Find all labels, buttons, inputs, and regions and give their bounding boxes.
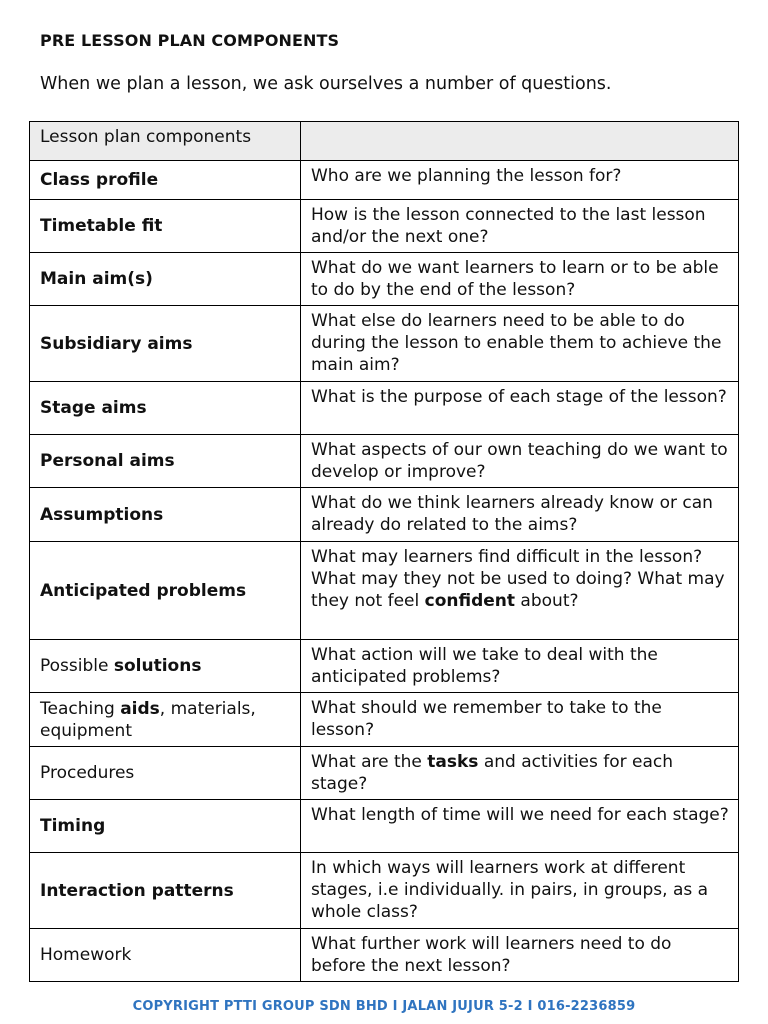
table-row <box>30 853 739 929</box>
row-label: Procedures <box>30 747 301 800</box>
table-row <box>30 200 739 253</box>
page-title: PRE LESSON PLAN COMPONENTS <box>40 31 340 50</box>
row-label: Timing <box>30 800 301 853</box>
row-label: Anticipated problems <box>30 542 301 640</box>
row-question: What else do learners need to be able to do during the lesson to enable them to achieve the main aim? <box>301 306 739 382</box>
row-label: Timetable fit <box>30 200 301 253</box>
label-emphasis: aids <box>120 698 160 719</box>
table-row <box>30 693 739 747</box>
table-row <box>30 929 739 982</box>
table-row <box>30 161 739 200</box>
table-row <box>30 306 739 382</box>
row-question: What should we remember to take to the lesson? <box>301 693 739 747</box>
table-row <box>30 435 739 488</box>
header-cell-empty <box>301 122 739 161</box>
row-label: Homework <box>30 929 301 982</box>
header-cell-components: Lesson plan components <box>30 122 301 161</box>
row-label: Interaction patterns <box>30 853 301 929</box>
row-question: What do we think learners already know or can already do related to the aims? <box>301 488 739 542</box>
row-label: Main aim(s) <box>30 253 301 306</box>
label-text: Possible <box>40 656 114 676</box>
row-question: What action will we take to deal with the anticipated problems? <box>301 640 739 693</box>
table-row <box>30 747 739 800</box>
label-text: Teaching <box>40 698 121 719</box>
question-emphasis: tasks <box>427 752 479 772</box>
row-question: What length of time will we need for each stage? <box>301 800 739 853</box>
question-text: What are the <box>311 752 428 772</box>
intro-text: When we plan a lesson, we ask ourselves a number of questions. <box>40 74 612 94</box>
row-label: Personal aims <box>30 435 301 488</box>
table-header-row <box>30 122 739 161</box>
row-question: Who are we planning the lesson for? <box>301 161 739 200</box>
table-row <box>30 542 739 640</box>
question-emphasis: confident <box>424 591 516 611</box>
table-row <box>30 800 739 853</box>
row-question: What further work will learners need to do before the next lesson? <box>301 929 739 982</box>
row-question: What aspects of our own teaching do we want to develop or improve? <box>301 435 739 488</box>
row-label <box>30 640 301 693</box>
table-row <box>30 382 739 435</box>
label-text: , materials, equipment <box>40 698 256 741</box>
question-text: What may learners find difficult in the lesson? What may they not be used to doing? What may they not feel <box>311 547 725 611</box>
lesson-plan-table <box>29 121 739 982</box>
row-label: Class profile <box>30 161 301 200</box>
label-emphasis: solutions <box>113 656 202 676</box>
table-row <box>30 488 739 542</box>
row-label: Stage aims <box>30 382 301 435</box>
row-question: How is the lesson connected to the last lesson and/or the next one? <box>301 200 739 253</box>
table-row <box>30 253 739 306</box>
question-text: about? <box>515 591 579 611</box>
row-label <box>30 693 301 747</box>
row-question <box>301 747 739 800</box>
row-question: What is the purpose of each stage of the lesson? <box>301 382 739 435</box>
row-question: In which ways will learners work at different stages, i.e individually. in pairs, in groups, as a whole class? <box>301 853 739 929</box>
row-label: Subsidiary aims <box>30 306 301 382</box>
table-row <box>30 640 739 693</box>
row-label: Assumptions <box>30 488 301 542</box>
copyright-footer: COPYRIGHT PTTI GROUP SDN BHD I JALAN JUJUR 5-2 I 016-2236859 <box>132 999 636 1014</box>
row-question <box>301 542 739 640</box>
row-question: What do we want learners to learn or to be able to do by the end of the lesson? <box>301 253 739 306</box>
question-text: and activities for each stage? <box>311 752 674 794</box>
